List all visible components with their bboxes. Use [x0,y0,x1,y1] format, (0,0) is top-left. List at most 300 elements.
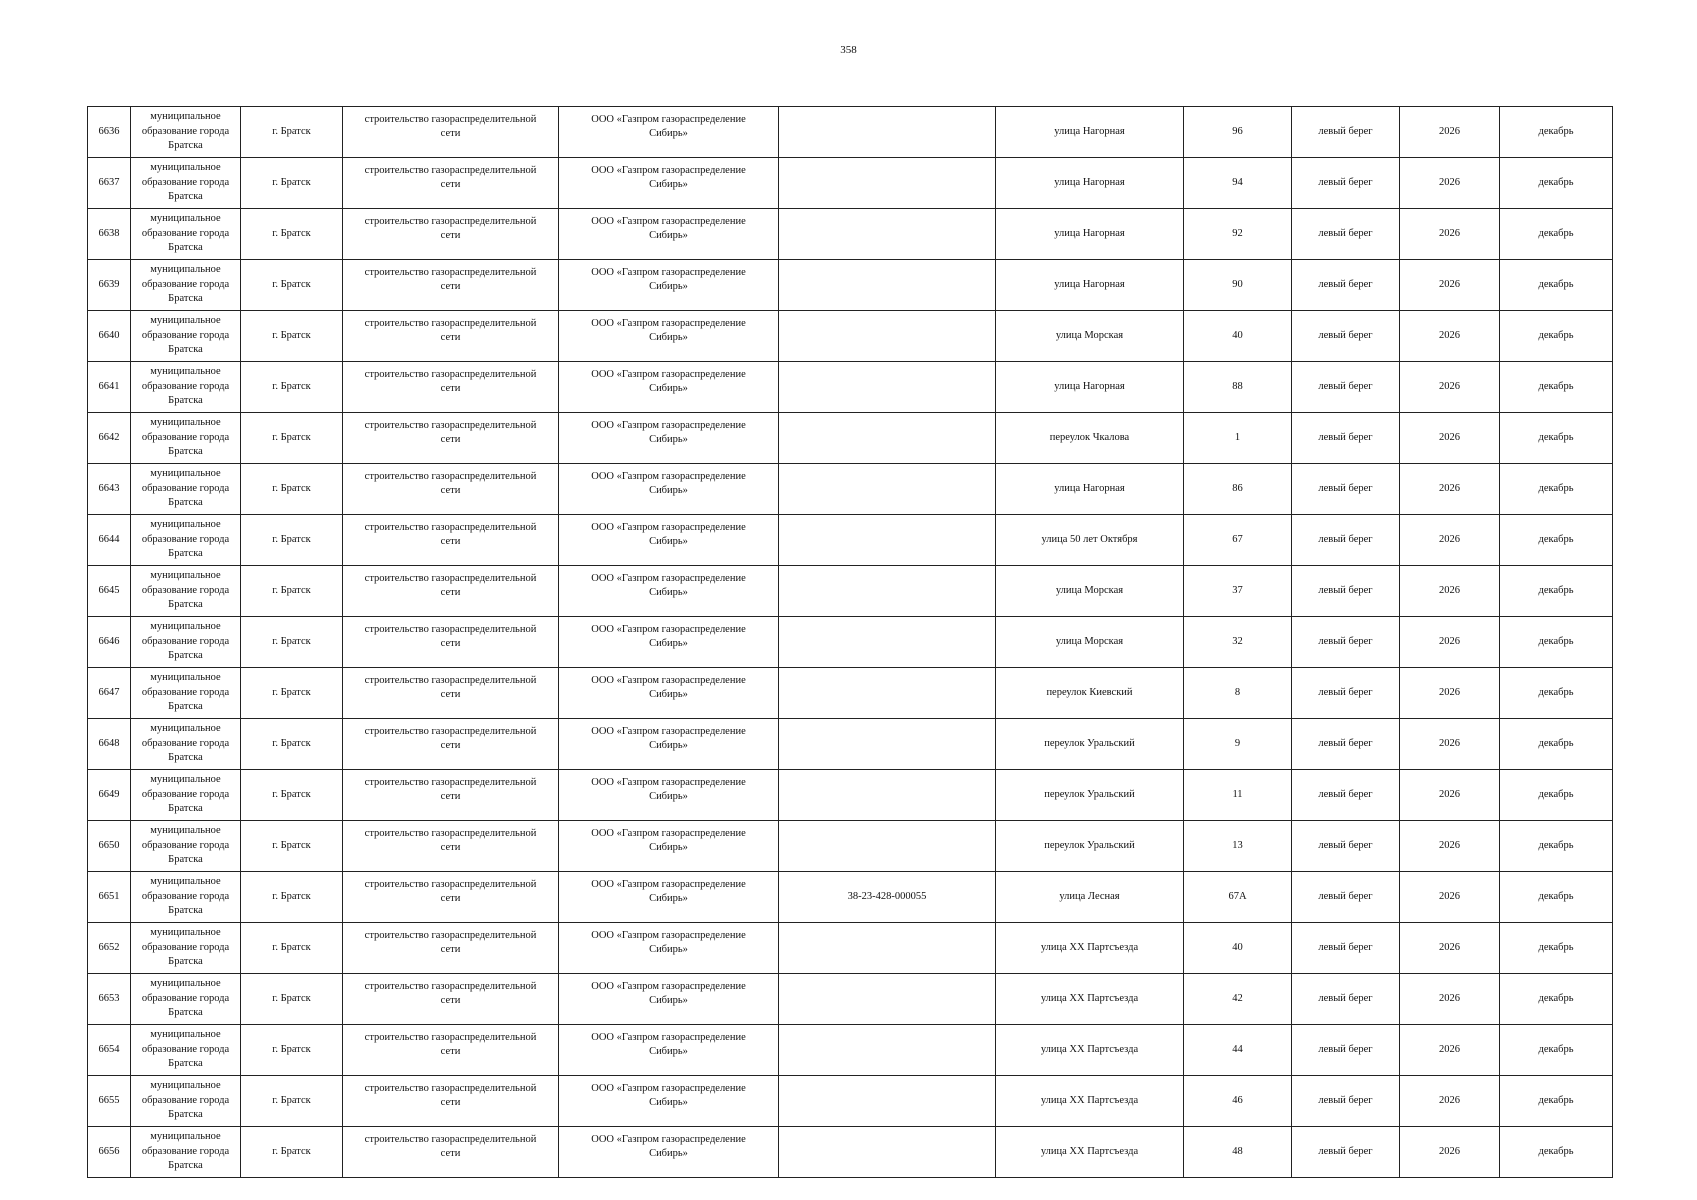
organization-cell [559,311,779,362]
municipality-line: муниципальное [150,621,221,633]
month-cell: декабрь [1500,107,1613,158]
work-type-line: сети [440,944,461,955]
year-cell: 2026 [1400,1127,1500,1178]
organization-cell [559,209,779,260]
river-bank-cell: левый берег [1292,362,1400,413]
house-number-cell: 9 [1184,719,1292,770]
municipality-line: муниципальное [150,111,221,123]
municipality-line: образование города [141,635,230,647]
street-cell: улица Нагорная [996,464,1184,515]
municipality-line: образование города [141,788,230,800]
street-cell: улица 50 лет Октября [996,515,1184,566]
street-cell: улица ХХ Партсъезда [996,923,1184,974]
row-number-cell: 6643 [88,464,131,515]
street-cell: улица Морская [996,566,1184,617]
organization-line: Сибирь» [649,536,688,547]
organization-cell [559,872,779,923]
work-type-line: строительство газораспределительной [364,1083,537,1094]
work-type-line: строительство газораспределительной [364,1134,537,1145]
work-type-line: строительство газораспределительной [364,165,537,176]
work-type-line: сети [440,1097,461,1108]
work-type-cell [343,821,559,872]
municipality-line: Братска [168,191,203,203]
city-cell: г. Братск [241,974,343,1025]
municipality-line: муниципальное [150,825,221,837]
municipality-line: муниципальное [150,315,221,327]
month-cell: декабрь [1500,872,1613,923]
municipality-line: образование города [141,278,230,290]
table-row [88,362,1613,413]
river-bank-cell: левый берег [1292,209,1400,260]
row-number-cell: 6646 [88,617,131,668]
work-type-cell [343,1076,559,1127]
table-row [88,260,1613,311]
organization-line: Сибирь» [649,332,688,343]
month-cell: декабрь [1500,413,1613,464]
municipality-line: Братска [168,293,203,305]
month-cell: декабрь [1500,770,1613,821]
table-row [88,617,1613,668]
municipality-line: образование города [141,227,230,239]
object-code-cell [779,974,996,1025]
municipality-line: Братска [168,1160,203,1172]
house-number-cell: 37 [1184,566,1292,617]
row-number-cell: 6640 [88,311,131,362]
city-cell: г. Братск [241,719,343,770]
month-cell: декабрь [1500,464,1613,515]
municipality-cell [131,413,241,464]
municipality-cell [131,1076,241,1127]
city-cell: г. Братск [241,1025,343,1076]
work-type-line: строительство газораспределительной [364,879,537,890]
organization-line: Сибирь» [649,1148,688,1159]
organization-line: ООО «Газпром газораспределение [591,1032,746,1043]
organization-cell [559,1127,779,1178]
work-type-line: сети [440,434,461,445]
river-bank-cell: левый берег [1292,1127,1400,1178]
work-type-cell [343,311,559,362]
month-cell: декабрь [1500,719,1613,770]
house-number-cell: 90 [1184,260,1292,311]
river-bank-cell: левый берег [1292,260,1400,311]
organization-line: Сибирь» [649,689,688,700]
street-cell: улица Морская [996,311,1184,362]
work-type-cell [343,1025,559,1076]
table-row [88,107,1613,158]
work-type-line: сети [440,791,461,802]
year-cell: 2026 [1400,974,1500,1025]
work-type-cell [343,923,559,974]
work-type-line: строительство газораспределительной [364,369,537,380]
object-code-cell [779,107,996,158]
year-cell: 2026 [1400,362,1500,413]
work-type-line: сети [440,740,461,751]
municipality-line: образование города [141,380,230,392]
street-cell: улица Нагорная [996,107,1184,158]
municipality-cell [131,311,241,362]
municipality-line: Братска [168,497,203,509]
organization-line: ООО «Газпром газораспределение [591,930,746,941]
work-type-cell [343,464,559,515]
organization-cell [559,464,779,515]
work-type-cell [343,413,559,464]
municipality-line: образование города [141,584,230,596]
municipality-cell [131,719,241,770]
organization-cell [559,566,779,617]
month-cell: декабрь [1500,260,1613,311]
object-code-cell [779,311,996,362]
table-row [88,464,1613,515]
house-number-cell: 92 [1184,209,1292,260]
organization-cell [559,617,779,668]
municipality-line: Братска [168,1109,203,1121]
work-type-line: строительство газораспределительной [364,675,537,686]
municipality-line: образование города [141,737,230,749]
object-code-cell [779,821,996,872]
work-type-cell [343,974,559,1025]
municipality-line: Братска [168,548,203,560]
house-number-cell: 86 [1184,464,1292,515]
year-cell: 2026 [1400,617,1500,668]
table-row [88,158,1613,209]
municipality-line: Братска [168,140,203,152]
work-type-cell [343,515,559,566]
object-code-cell [779,1076,996,1127]
municipality-line: образование города [141,482,230,494]
street-cell: улица Лесная [996,872,1184,923]
object-code-cell [779,719,996,770]
organization-line: ООО «Газпром газораспределение [591,318,746,329]
municipality-line: образование города [141,839,230,851]
municipality-line: Братска [168,599,203,611]
year-cell: 2026 [1400,1076,1500,1127]
table-row [88,1025,1613,1076]
organization-line: Сибирь» [649,230,688,241]
municipality-line: муниципальное [150,774,221,786]
municipality-line: Братска [168,1007,203,1019]
municipality-line: образование города [141,329,230,341]
object-code-cell: 38-23-428-000055 [779,872,996,923]
row-number-cell: 6651 [88,872,131,923]
municipality-line: Братска [168,1058,203,1070]
river-bank-cell: левый берег [1292,923,1400,974]
row-number-cell: 6650 [88,821,131,872]
work-type-cell [343,209,559,260]
river-bank-cell: левый берег [1292,872,1400,923]
month-cell: декабрь [1500,923,1613,974]
municipality-line: Братска [168,956,203,968]
work-type-line: строительство газораспределительной [364,573,537,584]
work-type-line: сети [440,1046,461,1057]
year-cell: 2026 [1400,1025,1500,1076]
work-type-cell [343,107,559,158]
municipality-line: Братска [168,650,203,662]
work-type-line: сети [440,536,461,547]
row-number-cell: 6652 [88,923,131,974]
work-type-cell [343,362,559,413]
house-number-cell: 67 [1184,515,1292,566]
organization-line: Сибирь» [649,434,688,445]
municipality-cell [131,566,241,617]
organization-line: ООО «Газпром газораспределение [591,114,746,125]
work-type-line: строительство газораспределительной [364,216,537,227]
month-cell: декабрь [1500,209,1613,260]
organization-line: ООО «Газпром газораспределение [591,369,746,380]
month-cell: декабрь [1500,362,1613,413]
house-number-cell: 40 [1184,923,1292,974]
organization-line: Сибирь» [649,383,688,394]
month-cell: декабрь [1500,1076,1613,1127]
work-type-cell [343,872,559,923]
municipality-cell [131,617,241,668]
organization-line: Сибирь» [649,740,688,751]
municipality-line: Братска [168,395,203,407]
work-type-line: строительство газораспределительной [364,930,537,941]
row-number-cell: 6644 [88,515,131,566]
river-bank-cell: левый берег [1292,515,1400,566]
work-type-line: строительство газораспределительной [364,114,537,125]
work-type-line: строительство газораспределительной [364,267,537,278]
municipality-line: муниципальное [150,1029,221,1041]
organization-line: ООО «Газпром газораспределение [591,420,746,431]
municipality-cell [131,464,241,515]
organization-cell [559,413,779,464]
row-number-cell: 6642 [88,413,131,464]
work-type-line: сети [440,638,461,649]
object-code-cell [779,158,996,209]
municipality-line: образование города [141,1145,230,1157]
row-number-cell: 6649 [88,770,131,821]
table-row [88,821,1613,872]
municipality-line: муниципальное [150,1131,221,1143]
organization-cell [559,1025,779,1076]
organization-cell [559,719,779,770]
organization-line: ООО «Газпром газораспределение [591,675,746,686]
municipality-line: образование города [141,686,230,698]
city-cell: г. Братск [241,515,343,566]
city-cell: г. Братск [241,1127,343,1178]
city-cell: г. Братск [241,1076,343,1127]
street-cell: улица ХХ Партсъезда [996,1025,1184,1076]
object-code-cell [779,209,996,260]
organization-line: Сибирь» [649,587,688,598]
river-bank-cell: левый берег [1292,413,1400,464]
work-type-cell [343,668,559,719]
page-number: 358 [840,44,857,56]
city-cell: г. Братск [241,260,343,311]
organization-line: ООО «Газпром газораспределение [591,828,746,839]
street-cell: улица Нагорная [996,362,1184,413]
river-bank-cell: левый берег [1292,464,1400,515]
work-type-line: строительство газораспределительной [364,726,537,737]
year-cell: 2026 [1400,668,1500,719]
organization-line: ООО «Газпром газораспределение [591,216,746,227]
municipality-line: Братска [168,446,203,458]
organization-cell [559,974,779,1025]
table-row [88,209,1613,260]
municipality-cell [131,668,241,719]
organization-line: Сибирь» [649,1046,688,1057]
object-code-cell [779,362,996,413]
river-bank-cell: левый берег [1292,974,1400,1025]
street-cell: улица Нагорная [996,260,1184,311]
municipality-cell [131,1127,241,1178]
city-cell: г. Братск [241,668,343,719]
municipality-line: муниципальное [150,468,221,480]
street-cell: улица Нагорная [996,209,1184,260]
river-bank-cell: левый берег [1292,719,1400,770]
river-bank-cell: левый берег [1292,311,1400,362]
row-number-cell: 6641 [88,362,131,413]
house-number-cell: 42 [1184,974,1292,1025]
work-type-line: строительство газораспределительной [364,471,537,482]
work-type-line: сети [440,281,461,292]
work-type-cell [343,770,559,821]
month-cell: декабрь [1500,974,1613,1025]
work-type-line: сети [440,893,461,904]
month-cell: декабрь [1500,821,1613,872]
organization-line: ООО «Газпром газораспределение [591,165,746,176]
year-cell: 2026 [1400,872,1500,923]
object-code-cell [779,1025,996,1076]
work-type-line: сети [440,995,461,1006]
street-cell: улица ХХ Партсъезда [996,1127,1184,1178]
municipality-line: Братска [168,752,203,764]
city-cell: г. Братск [241,158,343,209]
work-type-cell [343,260,559,311]
object-code-cell [779,464,996,515]
work-type-line: строительство газораспределительной [364,828,537,839]
municipality-line: Братска [168,701,203,713]
month-cell: декабрь [1500,311,1613,362]
city-cell: г. Братск [241,770,343,821]
municipality-line: муниципальное [150,162,221,174]
municipality-line: образование города [141,890,230,902]
street-cell: улица ХХ Партсъезда [996,974,1184,1025]
object-code-cell [779,1127,996,1178]
city-cell: г. Братск [241,413,343,464]
row-number-cell: 6647 [88,668,131,719]
organization-cell [559,362,779,413]
table-row [88,974,1613,1025]
work-type-line: сети [440,230,461,241]
gas-network-table [87,106,1613,1178]
house-number-cell: 94 [1184,158,1292,209]
organization-line: Сибирь» [649,944,688,955]
organization-cell [559,821,779,872]
row-number-cell: 6648 [88,719,131,770]
organization-cell [559,923,779,974]
municipality-cell [131,362,241,413]
street-cell: переулок Уральский [996,770,1184,821]
month-cell: декабрь [1500,668,1613,719]
municipality-line: муниципальное [150,723,221,735]
organization-line: ООО «Газпром газораспределение [591,267,746,278]
river-bank-cell: левый берег [1292,821,1400,872]
organization-line: Сибирь» [649,1097,688,1108]
year-cell: 2026 [1400,209,1500,260]
object-code-cell [779,617,996,668]
work-type-line: строительство газораспределительной [364,777,537,788]
municipality-cell [131,821,241,872]
organization-cell [559,770,779,821]
year-cell: 2026 [1400,260,1500,311]
river-bank-cell: левый берег [1292,770,1400,821]
year-cell: 2026 [1400,311,1500,362]
work-type-line: строительство газораспределительной [364,981,537,992]
row-number-cell: 6656 [88,1127,131,1178]
municipality-line: образование города [141,431,230,443]
house-number-cell: 13 [1184,821,1292,872]
table-row [88,413,1613,464]
organization-line: ООО «Газпром газораспределение [591,1134,746,1145]
month-cell: декабрь [1500,515,1613,566]
object-code-cell [779,260,996,311]
organization-line: Сибирь» [649,638,688,649]
house-number-cell: 44 [1184,1025,1292,1076]
organization-line: ООО «Газпром газораспределение [591,1083,746,1094]
work-type-line: сети [440,179,461,190]
municipality-line: муниципальное [150,213,221,225]
house-number-cell: 88 [1184,362,1292,413]
object-code-cell [779,923,996,974]
street-cell: переулок Уральский [996,719,1184,770]
organization-line: ООО «Газпром газораспределение [591,522,746,533]
organization-line: Сибирь» [649,791,688,802]
city-cell: г. Братск [241,617,343,668]
row-number-cell: 6639 [88,260,131,311]
table-row [88,311,1613,362]
organization-line: ООО «Газпром газораспределение [591,777,746,788]
municipality-line: муниципальное [150,1080,221,1092]
year-cell: 2026 [1400,923,1500,974]
row-number-cell: 6638 [88,209,131,260]
object-code-cell [779,515,996,566]
table-row [88,770,1613,821]
work-type-line: сети [440,1148,461,1159]
work-type-line: сети [440,485,461,496]
municipality-cell [131,260,241,311]
object-code-cell [779,413,996,464]
work-type-line: строительство газораспределительной [364,522,537,533]
year-cell: 2026 [1400,566,1500,617]
municipality-line: образование города [141,125,230,137]
city-cell: г. Братск [241,209,343,260]
table-row [88,923,1613,974]
year-cell: 2026 [1400,464,1500,515]
row-number-cell: 6655 [88,1076,131,1127]
street-cell: переулок Уральский [996,821,1184,872]
municipality-line: Братска [168,803,203,815]
work-type-cell [343,158,559,209]
object-code-cell [779,770,996,821]
municipality-cell [131,1025,241,1076]
table-row [88,1127,1613,1178]
municipality-line: муниципальное [150,672,221,684]
row-number-cell: 6654 [88,1025,131,1076]
organization-line: Сибирь» [649,485,688,496]
municipality-line: образование города [141,176,230,188]
street-cell: улица ХХ Партсъезда [996,1076,1184,1127]
table-row [88,872,1613,923]
year-cell: 2026 [1400,821,1500,872]
municipality-line: муниципальное [150,570,221,582]
city-cell: г. Братск [241,923,343,974]
row-number-cell: 6637 [88,158,131,209]
street-cell: улица Нагорная [996,158,1184,209]
municipality-line: образование города [141,1094,230,1106]
city-cell: г. Братск [241,821,343,872]
